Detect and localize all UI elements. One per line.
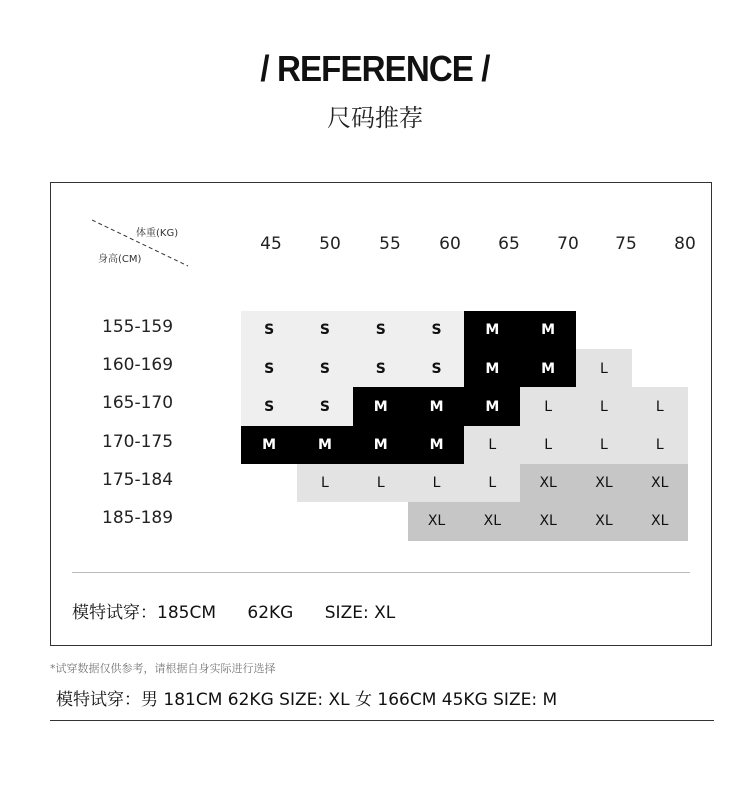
size-cell: M xyxy=(464,387,520,426)
model-fit-size: SIZE: XL xyxy=(324,603,396,623)
weight-column-header: 60 xyxy=(439,234,461,254)
model-fit-height: 模特试穿：185CM xyxy=(72,603,216,623)
height-row-header: 155-159 xyxy=(102,317,174,337)
weight-column-header: 70 xyxy=(557,234,579,254)
height-row-header: 160-169 xyxy=(102,355,174,376)
size-cell: XL xyxy=(576,464,632,503)
size-cell: S xyxy=(297,349,353,388)
weight-axis-label: 体重(KG) xyxy=(136,228,179,239)
page-title: / REFERENCE / xyxy=(260,48,490,89)
size-cell: S xyxy=(297,311,353,350)
section-divider xyxy=(72,572,690,573)
height-row-header: 175-184 xyxy=(102,469,174,490)
weight-column-header: 65 xyxy=(498,234,520,254)
size-cell: S xyxy=(241,349,297,388)
size-cell: L xyxy=(576,349,632,388)
size-cell: L xyxy=(632,426,688,465)
size-cell: XL xyxy=(520,502,576,541)
size-cell: XL xyxy=(576,502,632,541)
model-fit-line xyxy=(72,598,395,623)
size-cell: S xyxy=(408,311,464,350)
size-cell: S xyxy=(408,349,464,388)
size-cell: S xyxy=(241,387,297,426)
model-measurements: 模特试穿：男 181CM 62KG SIZE: XL 女 166CM 45KG SIZE: M xyxy=(56,690,558,710)
weight-column-header: 45 xyxy=(260,234,282,254)
size-cell: M xyxy=(408,387,464,426)
size-cell: M xyxy=(464,311,520,350)
bottom-divider xyxy=(50,720,714,721)
height-axis-label: 身高(CM) xyxy=(98,254,142,265)
weight-column-header: 50 xyxy=(319,234,341,254)
disclaimer-note: *试穿数据仅供参考，请根据自身实际进行选择 xyxy=(50,662,276,675)
weight-column-header: 75 xyxy=(615,234,637,254)
size-cell: XL xyxy=(464,502,520,541)
size-cell: M xyxy=(353,387,409,426)
size-cell: M xyxy=(464,349,520,388)
size-cell: S xyxy=(353,349,409,388)
size-cell: M xyxy=(520,349,576,388)
size-cell: XL xyxy=(632,464,688,503)
size-cell: S xyxy=(297,387,353,426)
size-cell: S xyxy=(241,311,297,350)
size-cell: L xyxy=(353,464,409,503)
height-row-header: 170-175 xyxy=(102,431,174,452)
size-cell: L xyxy=(464,426,520,465)
size-cell: L xyxy=(576,387,632,426)
size-cell: M xyxy=(241,426,297,465)
size-cell: L xyxy=(632,387,688,426)
size-cell: M xyxy=(353,426,409,465)
size-cell: L xyxy=(520,426,576,465)
size-cell: M xyxy=(408,426,464,465)
size-cell: XL xyxy=(632,502,688,541)
size-cell: L xyxy=(297,464,353,503)
weight-column-header: 80 xyxy=(674,234,696,254)
size-cell: L xyxy=(576,426,632,465)
size-cell: XL xyxy=(408,502,464,541)
size-cell: M xyxy=(520,311,576,350)
size-cell: L xyxy=(408,464,464,503)
model-fit-weight: 62KG xyxy=(247,603,294,623)
size-cell: XL xyxy=(520,464,576,503)
weight-column-header: 55 xyxy=(379,234,401,254)
size-cell: M xyxy=(297,426,353,465)
page-subtitle: 尺码推荐 xyxy=(327,104,423,132)
height-row-header: 165-170 xyxy=(102,393,174,414)
height-row-header: 185-189 xyxy=(102,508,174,528)
size-cell: S xyxy=(353,311,409,350)
size-cell: L xyxy=(464,464,520,503)
axis-corner-header xyxy=(92,218,192,268)
size-cell: L xyxy=(520,387,576,426)
